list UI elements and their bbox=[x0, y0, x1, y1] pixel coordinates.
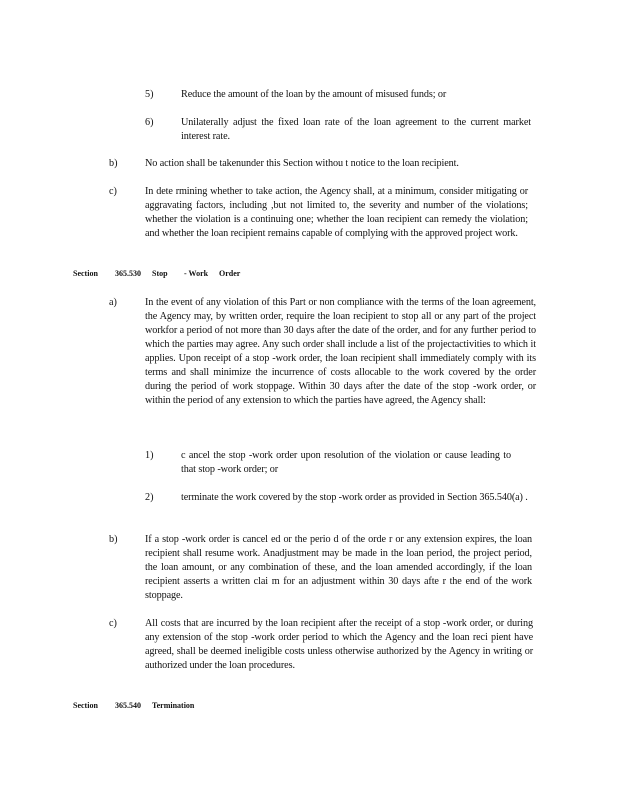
section-number-2: 365.540 bbox=[115, 701, 141, 710]
section-word: Section bbox=[73, 269, 98, 278]
clause-label-c: c) bbox=[109, 186, 117, 197]
sub-item-text-1: c ancel the stop -work order upon resolution of the violation or cause leading to that stop -work order; or bbox=[181, 450, 511, 475]
clause-label-c-2: c) bbox=[109, 618, 117, 629]
sub-item-text-2: terminate the work covered by the stop -work order as provided in Section 365.540(a) . bbox=[181, 492, 528, 503]
item-label-6: 6) bbox=[145, 117, 154, 128]
section-word-2: Section bbox=[73, 701, 98, 710]
clause-text-a: In the event of any violation of this Part or non compliance with the terms of the loan agreement, the Agency may, by written order, require the loan recipient to stop all or any part of the project workfor a period of not more than 30 days after the date of the order, and for any further period to which the parties may agree. Any such order shall include a list of the projectactivities to which it applies. Upon receipt of a stop -work order, the loan recipient shall immediately comply with its terms and shall minimize the incurrence of costs allocable to the work covered by the order during the period of work stoppage. Within 30 days after the date of the stop -work order, or within the period of any extension to which the parties have agreed, the Agency shall: bbox=[145, 297, 536, 406]
clause-text-b-2: If a stop -work order is cancel ed or the perio d of the orde r or any extension expires, the loan recipient shall resume work. Anadjustment may be made in the loan period, the project period, the loan amount, or any combination of these, and the loan amended accordingly, if the loan recipient asserts a written clai m for an adjustment within 30 days afte r the end of the work stoppage. bbox=[145, 534, 532, 601]
section-title-termination: Termination bbox=[152, 701, 195, 710]
section-number: 365.530 bbox=[115, 269, 141, 278]
item-label-5: 5) bbox=[145, 89, 154, 100]
clause-text-c: In dete rmining whether to take action, the Agency shall, at a minimum, consider mitigating or aggravating factors, including ,but not limited to, the severity and number of the violations; whether the violation is a continuing one; whether the loan recipient can remedy the violation; and whether the loan recipient remains capable of complying with the approved project work. bbox=[145, 186, 528, 239]
clause-text-c-2: All costs that are incurred by the loan recipient after the receipt of a stop -work order, or during any extension of the stop -work order period to which the Agency and the loan reci pient have agreed, shall be deemed ineligible costs unless otherwise authorized by the Agency in writing or authorized under the loan procedures. bbox=[145, 618, 533, 671]
sub-item-label-1: 1) bbox=[145, 450, 154, 461]
item-text-6: Unilaterally adjust the fixed loan rate of the loan agreement to the current market interest rate. bbox=[181, 117, 531, 142]
sub-item-label-2: 2) bbox=[145, 492, 154, 503]
section-title-part-2: - Work bbox=[184, 269, 209, 278]
clause-label-b-2: b) bbox=[109, 534, 118, 545]
section-title-part-1: Stop bbox=[152, 269, 168, 278]
clause-label-a: a) bbox=[109, 297, 117, 308]
section-title-part-3: Order bbox=[219, 269, 241, 278]
clause-text-b: No action shall be takenunder this Section withou t notice to the loan recipient. bbox=[145, 158, 459, 169]
item-text-5: Reduce the amount of the loan by the amount of misused funds; or bbox=[181, 89, 447, 100]
clause-label-b: b) bbox=[109, 158, 118, 169]
